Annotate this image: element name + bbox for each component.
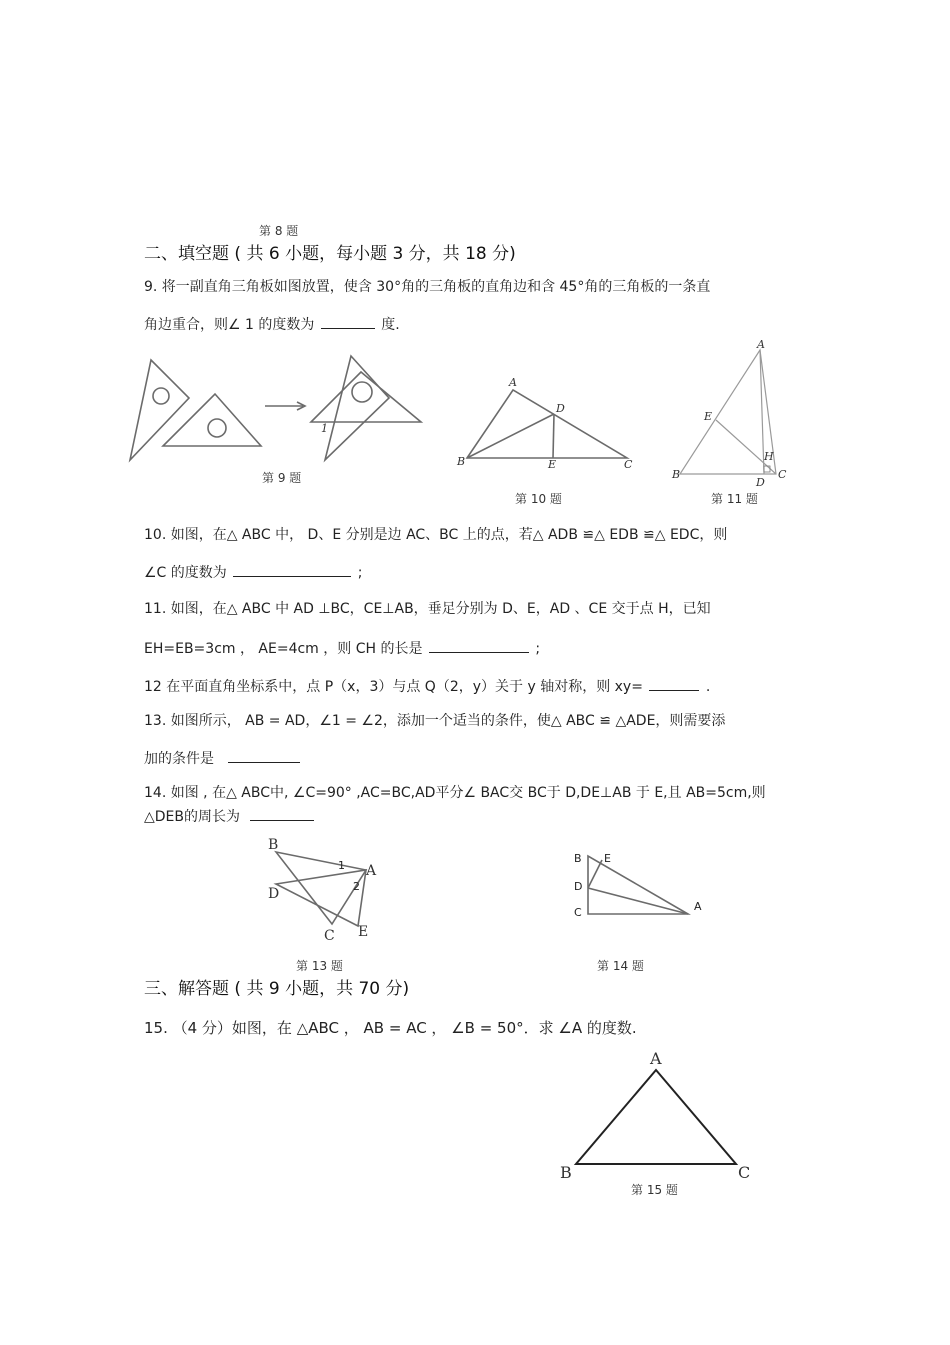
q11-line1: 11. 如图，在△ ABC 中 AD ⊥BC，CE⊥AB，垂足分别为 D、E，AD 、CE 交于点 H，已知 <box>144 601 711 617</box>
q11-line2-text: EH=EB=3cm ， AE=4cm ，则 CH 的长是 <box>144 641 423 657</box>
triangle-hole <box>352 382 372 402</box>
figure-q11 <box>668 338 798 488</box>
label-a: A <box>694 900 702 913</box>
q10-line2-suffix: ; <box>357 565 363 581</box>
q12-text: 12 在平面直角坐标系中，点 P（x，3）与点 Q（2，y）关于 y 轴对称，则 xy= <box>144 679 643 695</box>
label-e: E <box>548 458 557 471</box>
triangle-abc <box>588 856 688 914</box>
caption-q15: 第 15 题 <box>631 1183 678 1197</box>
answer-blank[interactable] <box>250 806 314 821</box>
caption-q10: 第 10 题 <box>515 492 562 506</box>
segment-de <box>553 414 554 458</box>
triangle-hole <box>208 419 226 437</box>
caption-q14: 第 14 题 <box>597 959 644 973</box>
q11-line2-suffix: ; <box>535 641 541 657</box>
answer-blank[interactable] <box>321 314 375 329</box>
q9-line2-suffix: 度. <box>381 317 400 333</box>
q14-line2 <box>144 806 314 826</box>
label-c: C <box>738 1163 751 1182</box>
caption-q9: 第 9 题 <box>262 471 302 485</box>
q13-line2 <box>144 748 300 768</box>
label-c: C <box>624 458 633 471</box>
label-b: B <box>457 455 466 468</box>
label-c: C <box>778 468 787 481</box>
triangle-ade <box>276 870 366 926</box>
triangle-30deg <box>130 360 189 460</box>
label-e: E <box>604 852 611 865</box>
q10-line1: 10. 如图，在△ ABC 中， D、E 分别是边 AC、BC 上的点，若△ ADB ≌△ EDB ≌△ EDC，则 <box>144 527 728 543</box>
figure-q10 <box>455 372 640 472</box>
q15-text: 15. （4 分）如图，在 △ABC ， AB = AC ， ∠B = 50°．求 ∠A 的度数. <box>144 1019 637 1037</box>
label-d: D <box>556 402 565 415</box>
figure-q15 <box>556 1046 756 1186</box>
section-3-title: 三、解答题 ( 共 9 小题，共 70 分) <box>144 979 410 999</box>
q14-line2-text: △DEB的周长为 <box>144 809 240 825</box>
triangle-hole <box>153 388 169 404</box>
label-d: D <box>574 880 583 893</box>
right-angle-mark <box>764 466 770 472</box>
label-a: A <box>509 376 517 389</box>
figure-q9 <box>125 350 425 470</box>
figure-q13 <box>262 832 392 944</box>
q10-line2 <box>144 562 362 582</box>
answer-blank[interactable] <box>649 676 699 691</box>
section-2-title: 二、填空题 ( 共 6 小题，每小题 3 分，共 18 分) <box>144 244 516 264</box>
angle-1-label: 1 <box>321 422 328 435</box>
label-e: E <box>704 410 713 423</box>
label-a: A <box>366 863 377 879</box>
label-e: E <box>358 924 369 940</box>
q9-line2-text: 角边重合，则∠ 1 的度数为 <box>144 317 315 333</box>
label-a: A <box>757 338 765 351</box>
label-d: D <box>756 476 765 489</box>
q13-line2-text: 加的条件是 <box>144 751 214 767</box>
segment-de <box>588 860 602 888</box>
answer-blank[interactable] <box>228 748 300 763</box>
q9-line1: 9. 将一副直角三角板如图放置，使含 30°角的三角板的直角边和含 45°角的三角板的一条直 <box>144 279 711 295</box>
q10-line2-text: ∠C 的度数为 <box>144 565 227 581</box>
answer-blank[interactable] <box>429 638 529 653</box>
q12-suffix: . <box>705 679 711 695</box>
angle-2-label: 2 <box>353 880 360 893</box>
answer-blank[interactable] <box>233 562 351 577</box>
combined-30deg <box>325 356 389 460</box>
caption-q13: 第 13 题 <box>296 959 343 973</box>
caption-q8: 第 8 题 <box>259 224 299 238</box>
label-b: B <box>672 468 681 481</box>
label-c: C <box>574 906 582 919</box>
label-b: B <box>268 837 279 853</box>
q12-line1 <box>144 676 710 696</box>
label-b: B <box>560 1163 572 1182</box>
label-c: C <box>324 928 335 944</box>
caption-q11: 第 11 题 <box>711 492 758 506</box>
q13-line1: 13. 如图所示， AB = AD，∠1 = ∠2，添加一个适当的条件，使△ ABC ≌ △ADE，则需要添 <box>144 713 726 729</box>
segment-ad <box>588 888 688 914</box>
figure-q14 <box>568 846 718 926</box>
label-a: A <box>650 1049 662 1068</box>
label-b: B <box>574 852 582 865</box>
segment-bd <box>467 414 554 458</box>
label-d: D <box>268 886 280 902</box>
q11-line2 <box>144 638 540 658</box>
combined-45deg <box>311 372 421 422</box>
triangle-abc <box>576 1070 736 1164</box>
q14-line1: 14. 如图 , 在△ ABC中, ∠C=90° ,AC=BC,AD平分∠ BAC交 BC于 D,DE⊥AB 于 E,且 AB=5cm,则 <box>144 785 766 801</box>
angle-1-label: 1 <box>338 859 345 872</box>
q9-line2 <box>144 314 400 334</box>
label-h: H <box>764 450 774 463</box>
triangle-abc <box>467 390 627 458</box>
